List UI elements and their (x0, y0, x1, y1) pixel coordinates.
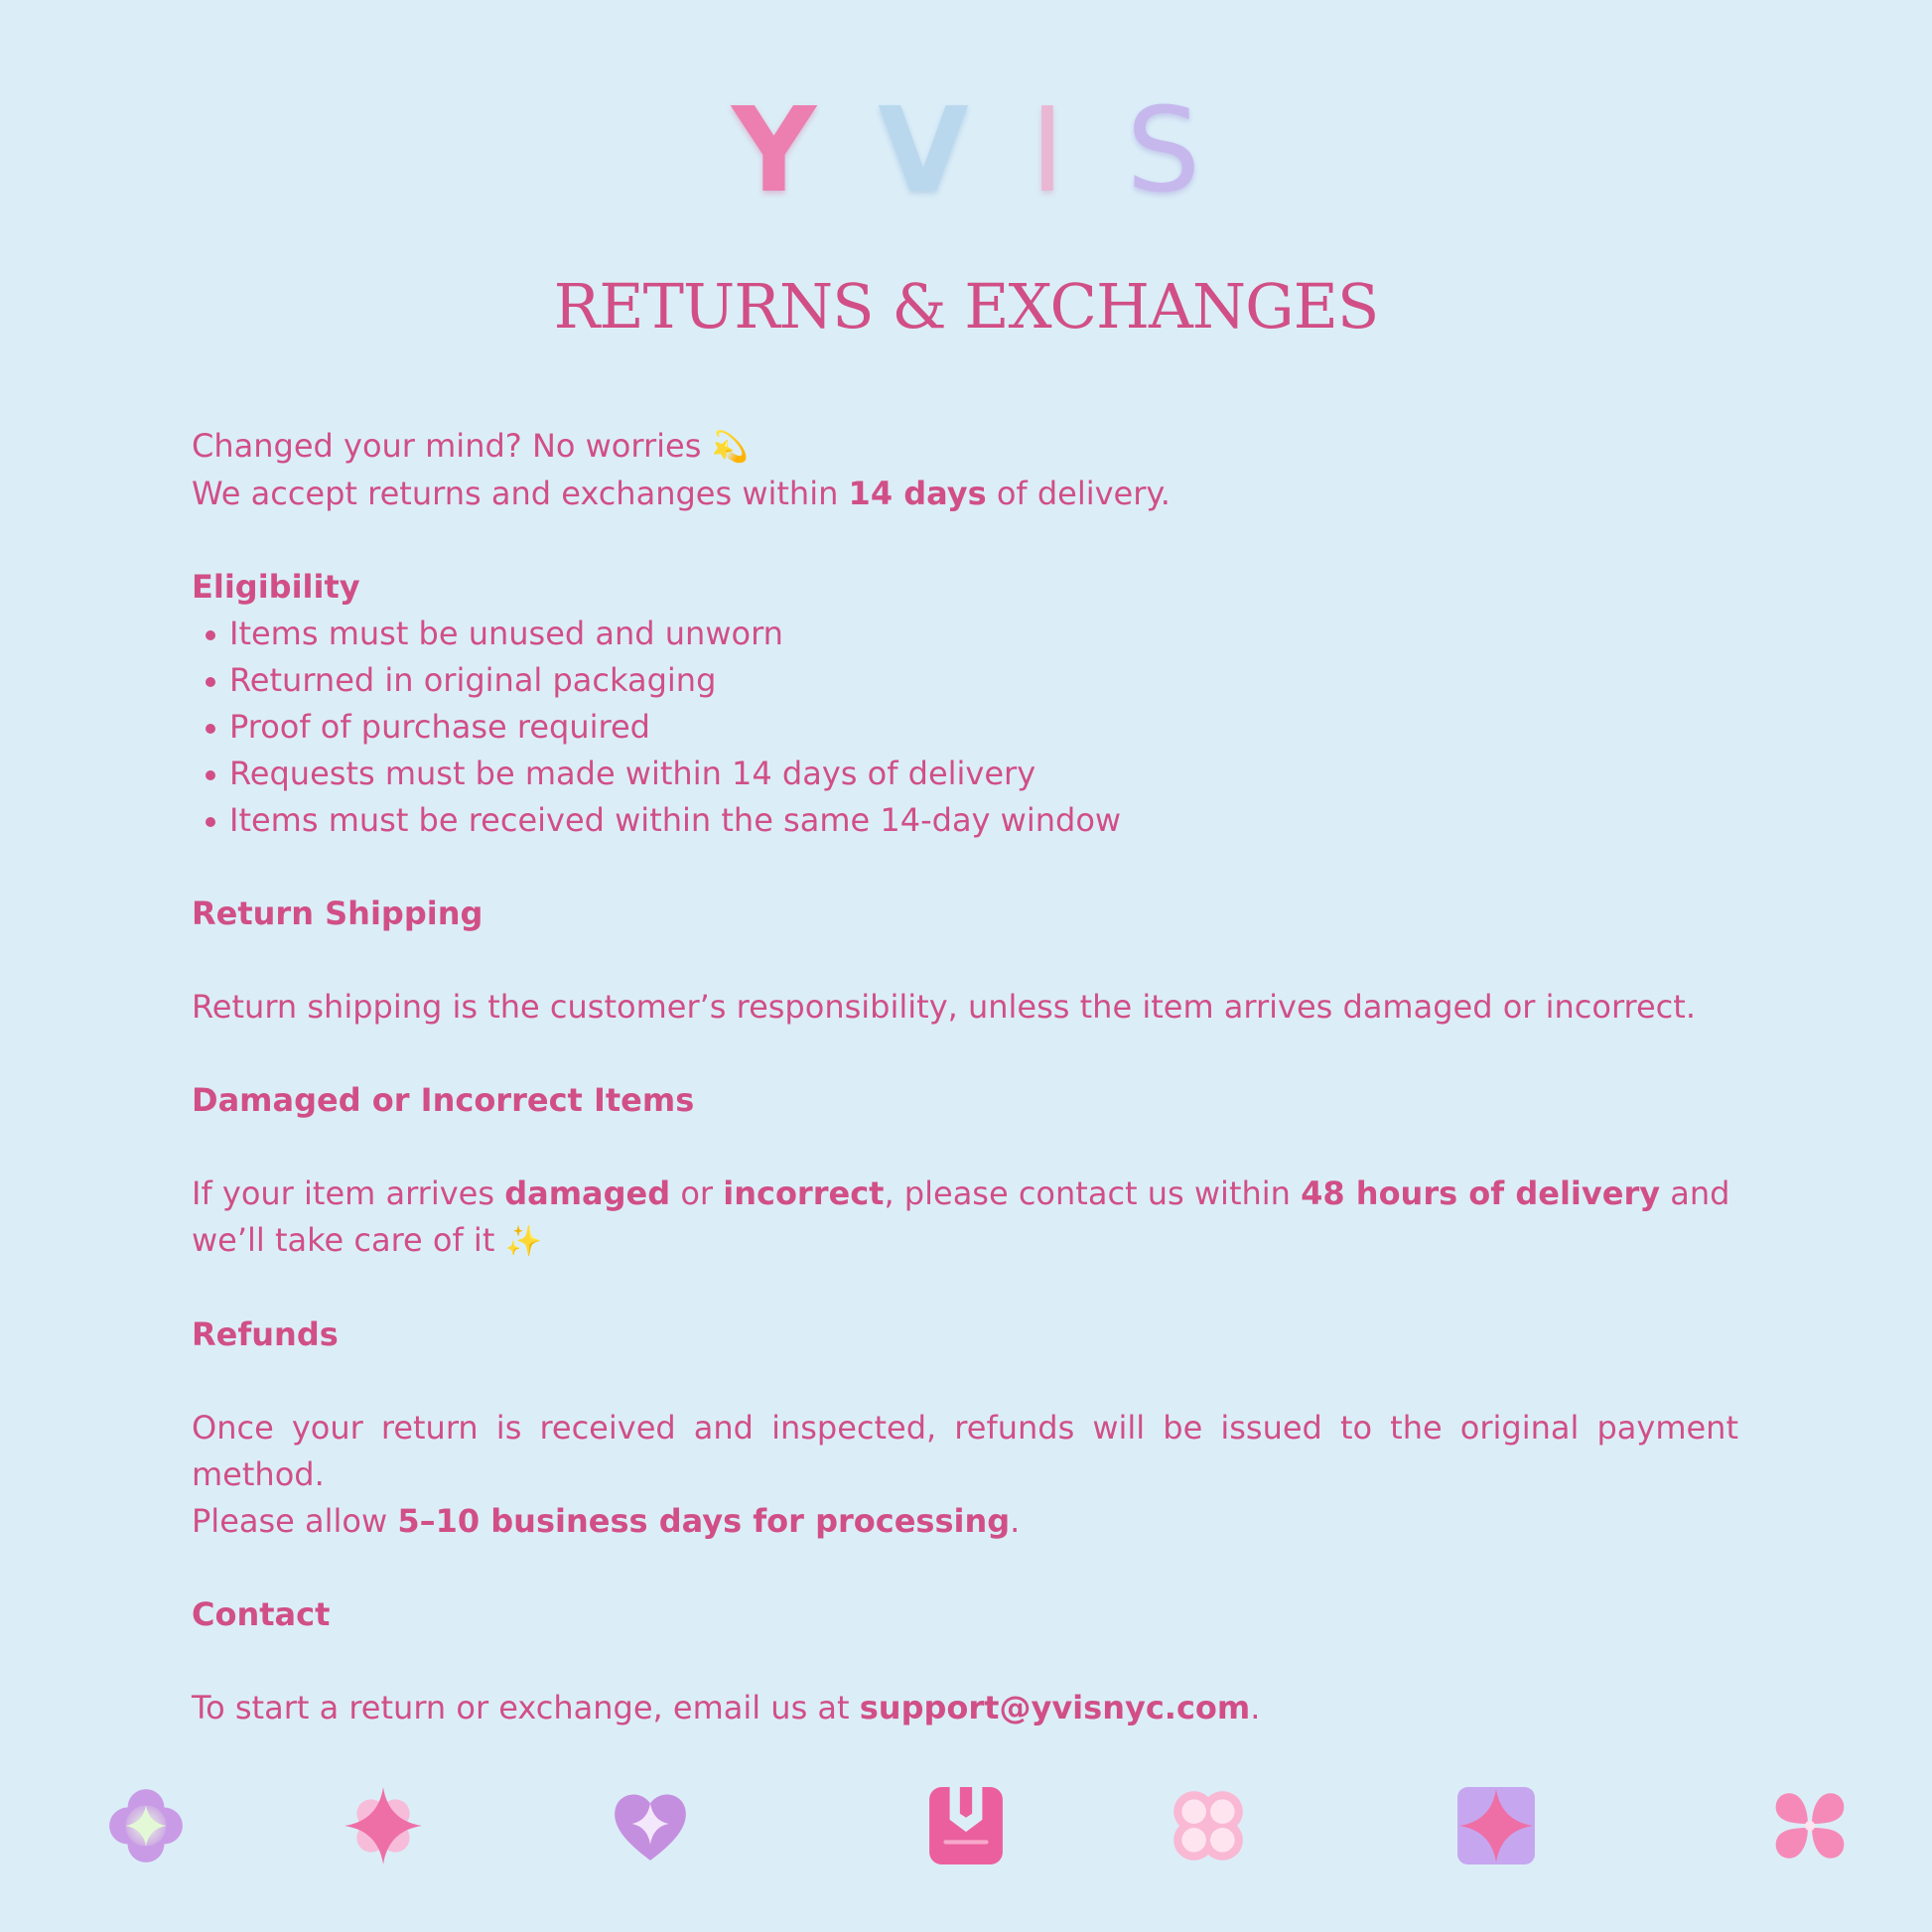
flower-sparkle-icon (105, 1785, 187, 1866)
page-title: RETURNS & EXCHANGES (553, 270, 1379, 343)
four-point-star-icon (343, 1785, 424, 1866)
intro-highlight: 14 days (848, 475, 987, 512)
intro-text: Changed your mind? No worries (192, 427, 702, 465)
refunds-text: Once your return is received and inspected, refunds will be issued to the original payment method. (192, 1409, 1738, 1493)
logo-letter-i: I (1030, 81, 1065, 218)
refunds-heading: Refunds (192, 1315, 339, 1353)
list-item: Items must be unused and unworn (204, 611, 1738, 657)
damaged-text (192, 1171, 1738, 1265)
list-item: Returned in original packaging (204, 657, 1738, 704)
refunds-text-pre: Please allow (192, 1502, 398, 1540)
brand-logo (0, 81, 1932, 218)
decorative-icon-row (0, 1785, 1932, 1874)
contact-text (192, 1685, 1738, 1731)
damaged-text-4: and we’ll take care of it (192, 1174, 1730, 1259)
damaged-bold-1: damaged (504, 1174, 671, 1212)
contact-text-post: . (1250, 1689, 1261, 1726)
intro-text-pre: We accept returns and exchanges within (192, 475, 849, 512)
contact-heading: Contact (192, 1595, 331, 1633)
y-block-icon (925, 1785, 1007, 1866)
damaged-heading: Damaged or Incorrect Items (192, 1081, 695, 1119)
refunds-highlight: 5–10 business days for processing (397, 1502, 1011, 1540)
eligibility-list (192, 611, 1738, 844)
dizzy-icon: 💫 (711, 430, 749, 465)
sparkles-icon: ✨ (504, 1224, 542, 1259)
four-leaf-clover-icon (1769, 1785, 1851, 1866)
intro-line-2 (192, 471, 1738, 517)
damaged-text-3: , please contact us within (884, 1174, 1302, 1212)
contact-text-pre: To start a return or exchange, email us at (192, 1689, 860, 1726)
list-item: Proof of purchase required (204, 704, 1738, 751)
contact-email-link[interactable]: support@yvisnyc.com (859, 1689, 1251, 1726)
policy-content (192, 423, 1738, 1731)
heart-sparkle-icon (610, 1785, 691, 1866)
intro-text-post: of delivery. (986, 475, 1171, 512)
return-shipping-text: Return shipping is the customer’s responsibility, unless the item arrives damaged or incorrect. (192, 988, 1696, 1026)
intro-line-1 (192, 423, 1738, 471)
star-square-icon (1455, 1785, 1537, 1866)
list-item: Items must be received within the same 14-day window (204, 797, 1738, 844)
damaged-bold-2: incorrect (723, 1174, 885, 1212)
refunds-processing (192, 1498, 1738, 1545)
eligibility-heading: Eligibility (192, 568, 360, 606)
logo-letter-y: Y (731, 81, 817, 218)
damaged-text-2: or (670, 1174, 724, 1212)
return-shipping-heading: Return Shipping (192, 895, 483, 932)
damaged-text-1: If your item arrives (192, 1174, 505, 1212)
list-item: Requests must be made within 14 days of delivery (204, 751, 1738, 797)
clover-bubble-icon (1168, 1785, 1249, 1866)
logo-letter-v: V (878, 81, 969, 218)
damaged-bold-3: 48 hours of delivery (1301, 1174, 1661, 1212)
logo-letter-s: S (1126, 81, 1201, 218)
refunds-text-post: . (1010, 1502, 1021, 1540)
